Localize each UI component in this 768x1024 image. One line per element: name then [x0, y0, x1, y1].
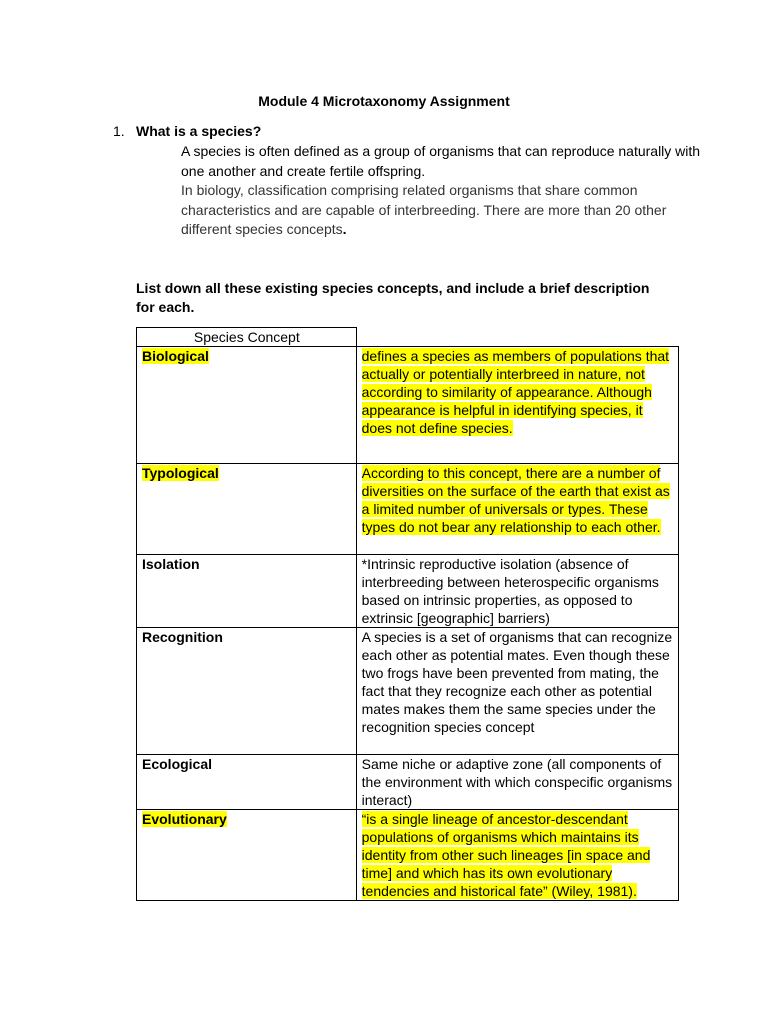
species-concept-name: Biological [142, 348, 209, 364]
list-prompt: List down all these existing species concepts, and include a brief description for each. [136, 280, 650, 315]
answer-paragraph-2-text: In biology, classification comprising related organisms that share common characteristics and are capable of interbreeding. There are more than 20 other different species concepts [181, 182, 667, 237]
species-concept-name: Evolutionary [142, 811, 227, 827]
species-concept-name: Isolation [142, 556, 200, 572]
table-row [137, 628, 679, 755]
species-concept-description: *Intrinsic reproductive isolation (absence of interbreeding between heterospecific organisms based on intrinsic properties, as opposed to extrinsic [geographic] barriers) [361, 556, 659, 626]
species-concept-name: Typological [142, 465, 219, 481]
question-1 [113, 123, 261, 139]
species-concept-description-cell [356, 628, 678, 755]
species-concept-description-cell [356, 347, 678, 464]
table-header-blank [356, 328, 678, 347]
species-concept-description-cell [356, 810, 678, 901]
table-row [137, 810, 679, 901]
species-concepts-table [136, 327, 679, 901]
species-concept-description: “is a single lineage of ancestor-descendant populations of organisms which maintains its identity from other such lineages [in space and time] and which has its own evolutionary tendencies and historical fate” (Wiley, 1981). [361, 811, 651, 899]
question-number: 1. [113, 123, 125, 139]
species-concept-name: Ecological [142, 756, 213, 772]
species-concept-description: According to this concept, there are a number of diversities on the surface of the earth that exist as a limited number of universals or types. These types do not bear any relationship to each other. [361, 465, 670, 535]
species-concept-name-cell [137, 810, 357, 901]
species-concept-description: Same niche or adaptive zone (all components of the environment with which conspecific organisms interact) [361, 756, 673, 808]
answer-block [181, 142, 701, 240]
species-concept-name: Recognition [142, 629, 223, 645]
table-row [137, 555, 679, 628]
table-row [137, 755, 679, 810]
species-concept-description: defines a species as members of populations that actually or potentially interbreed in nature, not according to similarity of appearance. Although appearance is helpful in identifying species, it does not define species. [361, 348, 670, 436]
document-title: Module 4 Microtaxonomy Assignment [258, 93, 510, 109]
question-text: What is a species? [136, 123, 262, 139]
table-row [137, 464, 679, 555]
answer-paragraph-2-period: . [342, 221, 347, 237]
species-concept-name-cell [137, 555, 357, 628]
species-concept-description-cell [356, 555, 678, 628]
table-header-cell: Species Concept [137, 328, 357, 347]
species-concept-name-cell [137, 464, 357, 555]
answer-paragraph-2 [181, 181, 701, 240]
species-concept-name-cell [137, 347, 357, 464]
species-concept-name-cell [137, 628, 357, 755]
species-concept-description-cell [356, 755, 678, 810]
table-header-row [137, 328, 679, 347]
species-concept-name-cell [137, 755, 357, 810]
species-concept-description-cell [356, 464, 678, 555]
answer-paragraph-1: A species is often defined as a group of organisms that can reproduce naturally with one another and create fertile offspring. [181, 143, 701, 179]
table-row [137, 347, 679, 464]
species-concept-description: A species is a set of organisms that can recognize each other as potential mates. Even though these two frogs have been prevented from mating, the fact that they recognize each other as potential mates makes them the same species under the recognition species concept [361, 629, 673, 735]
